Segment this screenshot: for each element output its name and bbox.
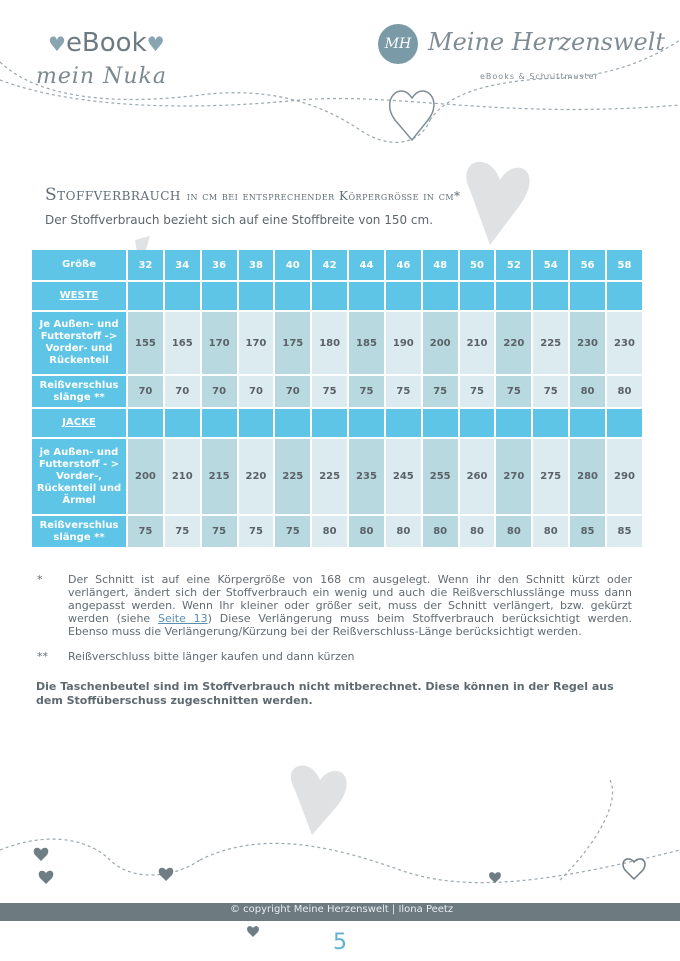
weste-empty-cell [128,282,163,310]
jacke-fabric-cell: 275 [533,439,568,514]
weste-fabric-row [32,312,642,374]
jacke-fabric-cell: 260 [460,439,495,514]
jacke-empty-cell [570,409,605,437]
weste-zip-cell: 70 [128,376,163,407]
weste-fabric-cell: 170 [239,312,274,374]
section-note: Der Stoffverbrauch bezieht sich auf eine Stoffbreite von 150 cm. [45,213,434,227]
jacke-empty-cell [349,409,384,437]
jacke-fabric-cell: 220 [239,439,274,514]
jacke-fabric-cell: 235 [349,439,384,514]
brand-name: Meine Herzenswelt [428,28,666,56]
jacke-empty-cell [386,409,421,437]
weste-fabric-cell: 230 [607,312,642,374]
weste-empty-cell [349,282,384,310]
fabric-consumption-table [30,248,644,549]
jacke-zip-cell: 80 [386,516,421,547]
weste-empty-cell [239,282,274,310]
jacke-empty-cell [239,409,274,437]
jacke-fabric-cell: 280 [570,439,605,514]
weste-zip-cell: 80 [607,376,642,407]
size-cell: 54 [533,250,568,280]
section-title-suffix: in cm bei entsprechender Körpergröße in cm* [186,189,461,203]
jacke-fabric-cell: 215 [202,439,237,514]
jacke-zip-cell: 75 [239,516,274,547]
weste-label: WESTE [32,282,126,310]
weste-fabric-cell: 200 [423,312,458,374]
jacke-zip-cell: 80 [423,516,458,547]
jacke-empty-cell [496,409,531,437]
jacke-fabric-cell: 270 [496,439,531,514]
weste-fabric-cell: 225 [533,312,568,374]
jacke-empty-cell [607,409,642,437]
jacke-fabric-cell: 255 [423,439,458,514]
weste-zip-cell: 75 [349,376,384,407]
weste-zip-cell: 75 [533,376,568,407]
brand-tagline: eBooks & Schnittmuster [480,72,599,81]
jacke-fabric-label: je Außen- und Futterstoff - > Vorder-, Rückenteil und Ärmel [32,439,126,514]
jacke-zip-cell: 80 [533,516,568,547]
weste-fabric-label: Je Außen- und Futterstoff -> Vorder- und Rückenteil [32,312,126,374]
weste-empty-cell [386,282,421,310]
jacke-empty-cell [460,409,495,437]
weste-section-row [32,282,642,310]
ebook-title [48,28,165,58]
jacke-zip-row [32,516,642,547]
weste-empty-cell [460,282,495,310]
jacke-empty-cell [165,409,200,437]
weste-zip-cell: 75 [496,376,531,407]
weste-zip-cell: 75 [312,376,347,407]
jacke-zip-cell: 75 [275,516,310,547]
jacke-empty-cell [275,409,310,437]
jacke-fabric-cell: 245 [386,439,421,514]
weste-empty-cell [496,282,531,310]
jacke-fabric-cell: 200 [128,439,163,514]
weste-fabric-cell: 230 [570,312,605,374]
brand-logo: MH [378,24,418,64]
jacke-label: JACKE [32,409,126,437]
copyright-text: © copyright Meine Herzenswelt | Ilona Peetz [230,904,454,915]
jacke-empty-cell [128,409,163,437]
footnote-1-before: Der Schnitt ist auf eine Körpergröße von 168 cm ausgelegt. Wenn ihr den Schnitt kürzt oder verlängert, ändert sich der Stoffverbrauch ein wenig und auch die Reißverschlusslänge muss dann angepasst werden. Wenn Ihr kleiner oder größer seit, muss der Schnitt verlängert, bzw. gekürzt werden (siehe [68,573,632,625]
weste-zip-cell: 70 [275,376,310,407]
jacke-fabric-cell: 225 [312,439,347,514]
weste-zip-cell: 75 [423,376,458,407]
page-number: 5 [333,930,347,955]
weste-zip-cell: 75 [386,376,421,407]
weste-zip-cell: 70 [202,376,237,407]
weste-fabric-cell: 165 [165,312,200,374]
weste-empty-cell [423,282,458,310]
jacke-zip-cell: 85 [570,516,605,547]
weste-empty-cell [533,282,568,310]
size-cell: 52 [496,250,531,280]
weste-zip-row [32,376,642,407]
footnote-1-text [68,573,632,638]
jacke-fabric-row [32,439,642,514]
jacke-empty-cell [533,409,568,437]
jacke-zip-cell: 75 [165,516,200,547]
footnote-2-mark: ** [37,650,48,663]
size-cell: 46 [386,250,421,280]
weste-empty-cell [607,282,642,310]
weste-fabric-cell: 220 [496,312,531,374]
ebook-label: eBook [65,28,147,58]
jacke-fabric-cell: 290 [607,439,642,514]
weste-fabric-cell: 185 [349,312,384,374]
weste-zip-cell: 70 [239,376,274,407]
weste-fabric-cell: 170 [202,312,237,374]
size-header-row [32,250,642,280]
jacke-zip-cell: 80 [496,516,531,547]
jacke-fabric-cell: 210 [165,439,200,514]
size-cell: 34 [165,250,200,280]
weste-empty-cell [570,282,605,310]
jacke-zip-cell: 80 [312,516,347,547]
section-title [45,185,461,205]
weste-fabric-cell: 180 [312,312,347,374]
size-cell: 32 [128,250,163,280]
size-cell: 44 [349,250,384,280]
jacke-empty-cell [423,409,458,437]
weste-empty-cell [275,282,310,310]
size-cell: 36 [202,250,237,280]
size-cell: 42 [312,250,347,280]
pocket-note: Die Taschenbeutel sind im Stoffverbrauch nicht mitberechnet. Diese können in der Regel aus dem Stoffüberschuss zugeschnitten werden. [36,680,614,707]
size-cell: 58 [607,250,642,280]
size-cell: 48 [423,250,458,280]
size-cell: 56 [570,250,605,280]
jacke-zip-cell: 75 [128,516,163,547]
jacke-zip-cell: 80 [460,516,495,547]
section-title-main: Stoffverbrauch [45,185,181,205]
jacke-zip-label: Reißverschlus slänge ** [32,516,126,547]
weste-fabric-cell: 190 [386,312,421,374]
size-cell: 40 [275,250,310,280]
footnote-1-after: ) Diese Verlängerung muss beim Stoffverbrauch berücksichtigt werden. Ebenso muss die Verlängerung/Kürzung bei der Reißverschluss-Länge berücksichtigt werden. [68,612,632,638]
weste-zip-cell: 80 [570,376,605,407]
weste-zip-cell: 70 [165,376,200,407]
heart-icon: ♥ [146,32,165,56]
footnote-1-mark: * [37,573,43,586]
weste-empty-cell [312,282,347,310]
weste-empty-cell [165,282,200,310]
jacke-zip-cell: 75 [202,516,237,547]
jacke-zip-cell: 85 [607,516,642,547]
jacke-zip-cell: 80 [349,516,384,547]
weste-zip-label: Reißverschlus slänge ** [32,376,126,407]
size-cell: 50 [460,250,495,280]
weste-fabric-cell: 175 [275,312,310,374]
jacke-section-row [32,409,642,437]
jacke-empty-cell [312,409,347,437]
size-header-label: Größe [32,250,126,280]
footnote-2-text: Reißverschluss bitte länger kaufen und dann kürzen [68,650,355,663]
weste-zip-cell: 75 [460,376,495,407]
ebook-subtitle: mein Nuka [36,64,167,89]
size-cell: 38 [239,250,274,280]
weste-empty-cell [202,282,237,310]
jacke-empty-cell [202,409,237,437]
heart-icon: ♥ [48,32,66,56]
page-13-link[interactable]: Seite 13 [157,612,208,625]
jacke-fabric-cell: 225 [275,439,310,514]
weste-fabric-cell: 210 [460,312,495,374]
weste-fabric-cell: 155 [128,312,163,374]
